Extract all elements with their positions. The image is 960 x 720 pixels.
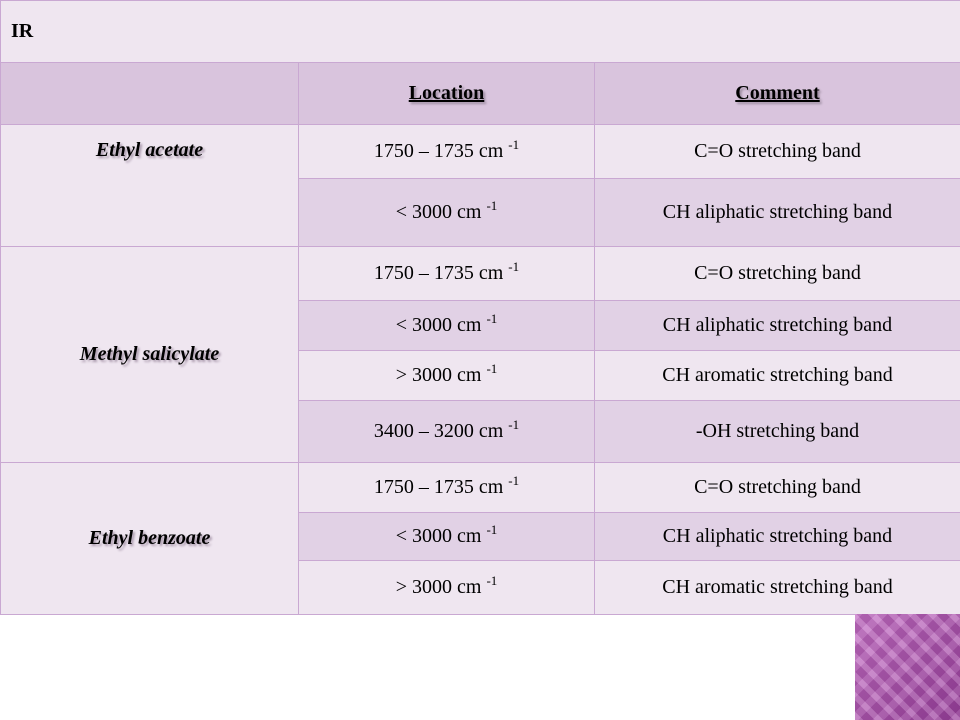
comment-cell: CH aliphatic stretching band [595, 179, 960, 247]
comment-cell: -OH stretching band [595, 401, 960, 463]
location-cell [299, 513, 595, 561]
unit-exponent: -1 [486, 573, 498, 588]
compound-name: Ethyl acetate [1, 125, 299, 247]
table-row [1, 463, 960, 513]
location-value: < 3000 cm [395, 525, 482, 547]
location-value: 1750 – 1735 cm [373, 262, 504, 284]
comment-cell: CH aromatic stretching band [595, 351, 960, 401]
unit-exponent: -1 [486, 522, 498, 537]
comment-cell: C=O stretching band [595, 463, 960, 513]
unit-exponent: -1 [486, 198, 498, 213]
header-location: Location [299, 63, 595, 125]
comment-cell: CH aromatic stretching band [595, 561, 960, 615]
header-row [1, 63, 960, 125]
location-value: < 3000 cm [395, 314, 482, 336]
compound-name: Methyl salicylate [1, 247, 299, 463]
unit-exponent: -1 [486, 311, 498, 326]
table-row [1, 247, 960, 301]
location-value: 3400 – 3200 cm [373, 420, 504, 442]
location-cell [299, 401, 595, 463]
unit-exponent: -1 [486, 361, 498, 376]
location-value: 1750 – 1735 cm [373, 140, 504, 162]
location-cell [299, 247, 595, 301]
comment-cell: C=O stretching band [595, 125, 960, 179]
location-cell [299, 179, 595, 247]
location-value: 1750 – 1735 cm [373, 476, 504, 498]
table-row [1, 125, 960, 179]
comment-cell: CH aliphatic stretching band [595, 513, 960, 561]
compound-name: Ethyl benzoate [1, 463, 299, 615]
corner-decoration [855, 614, 960, 720]
unit-exponent: -1 [508, 137, 520, 152]
title-row [1, 1, 960, 63]
unit-exponent: -1 [508, 417, 520, 432]
location-cell [299, 125, 595, 179]
location-cell [299, 463, 595, 513]
location-cell [299, 561, 595, 615]
comment-cell: C=O stretching band [595, 247, 960, 301]
header-empty-cell [1, 63, 299, 125]
location-value: > 3000 cm [395, 576, 482, 598]
location-cell [299, 301, 595, 351]
unit-exponent: -1 [508, 473, 520, 488]
comment-cell: CH aliphatic stretching band [595, 301, 960, 351]
header-comment: Comment [595, 63, 960, 125]
slide-title: IR [1, 1, 960, 63]
location-value: > 3000 cm [395, 364, 482, 386]
unit-exponent: -1 [508, 259, 520, 274]
location-value: < 3000 cm [395, 201, 482, 223]
location-cell [299, 351, 595, 401]
